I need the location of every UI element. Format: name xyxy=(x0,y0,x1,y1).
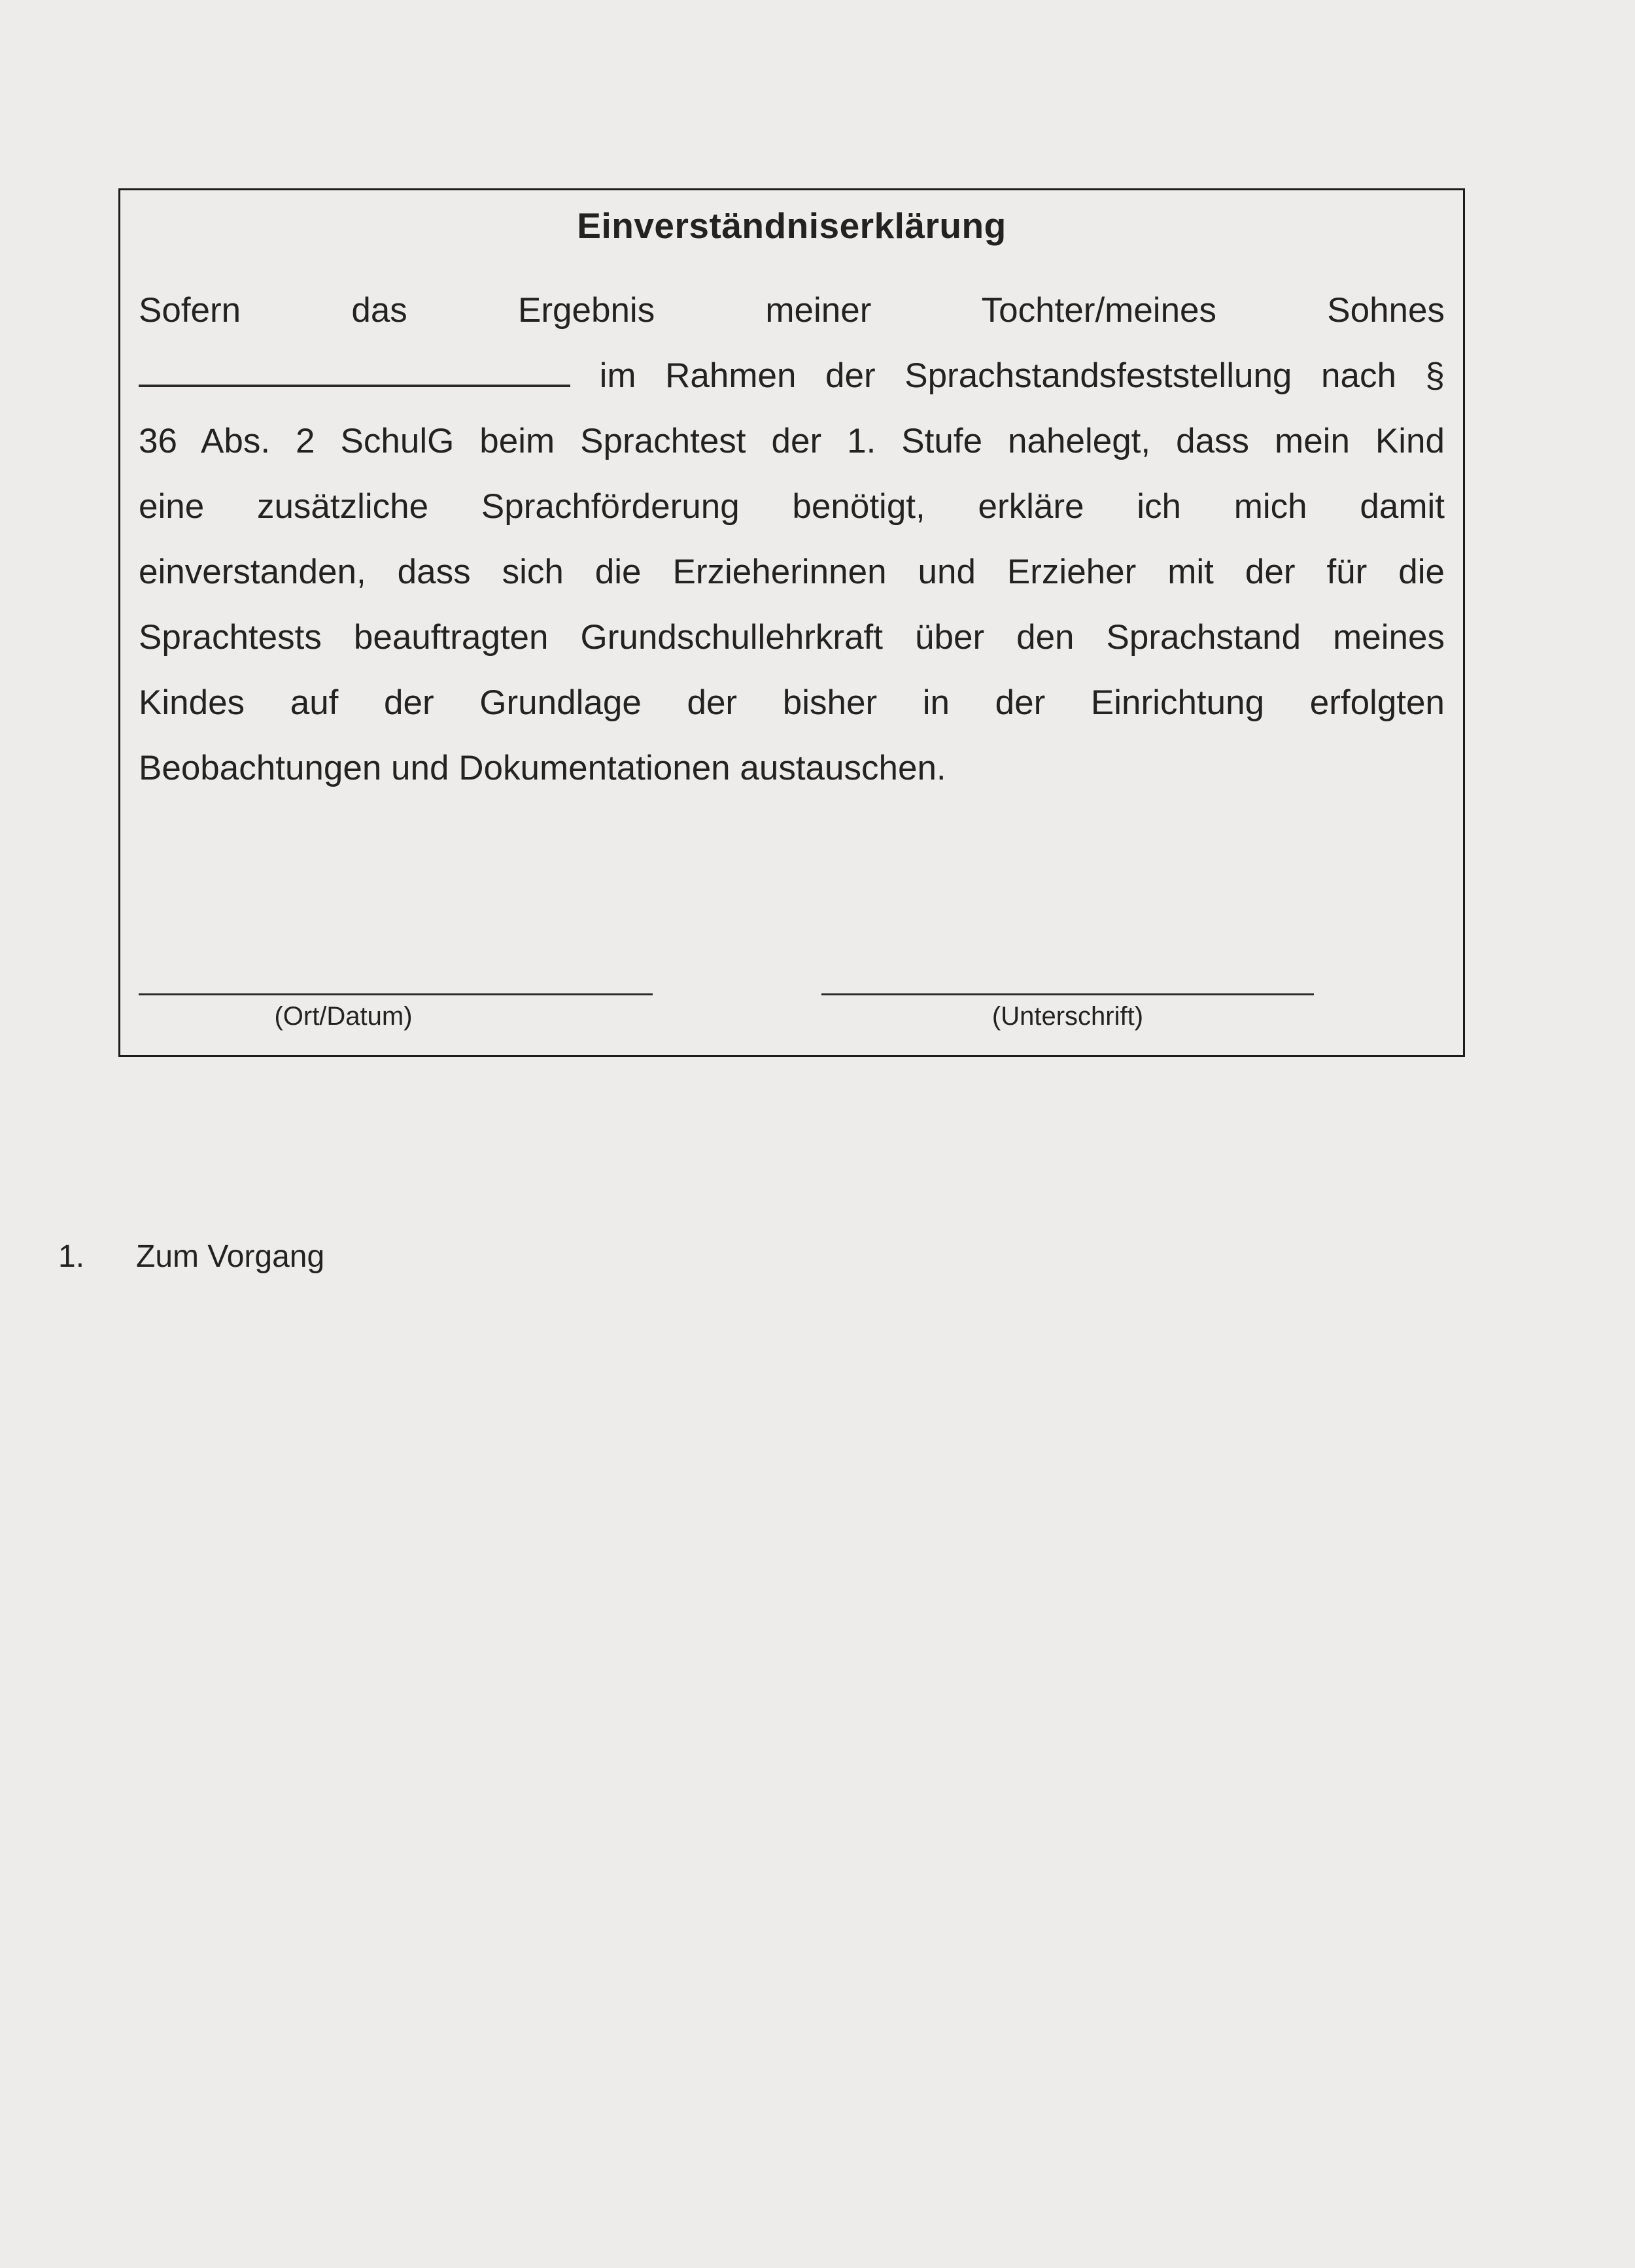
section-label: Zum Vorgang xyxy=(136,1239,325,1274)
body-line xyxy=(139,343,1445,409)
signature-block-ort-datum xyxy=(139,993,653,1032)
body-line: 36 Abs. 2 SchulG beim Sprachtest der 1. Stufe nahelegt, dass mein Kind xyxy=(139,422,1445,460)
body-line: Beobachtungen und Dokumentationen austauschen. xyxy=(139,749,946,787)
body-line: Sprachtests beauftragten Grundschullehrkraft über den Sprachstand meines xyxy=(139,618,1445,657)
section-number: 1. xyxy=(58,1239,85,1274)
body-line: eine zusätzliche Sprachförderung benötigt, erkläre ich mich damit xyxy=(139,487,1445,526)
unterschrift-label: (Unterschrift) xyxy=(991,1002,1144,1031)
numbered-section-heading xyxy=(58,1238,324,1276)
ort-datum-label: (Ort/Datum) xyxy=(274,1002,413,1031)
name-fill-in-blank xyxy=(139,347,570,387)
signature-row xyxy=(139,993,1445,1032)
consent-form-body xyxy=(139,278,1445,801)
signature-line-unterschrift xyxy=(821,993,1314,995)
body-line: einverstanden, dass sich die Erzieherinnen und Erzieher mit der für die xyxy=(139,553,1445,591)
signature-block-unterschrift xyxy=(821,993,1314,1032)
consent-form-title: Einverständniserklärung xyxy=(577,205,1007,246)
consent-form-box xyxy=(118,188,1465,1057)
body-line: Kindes auf der Grundlage der bisher in der Einrichtung erfolgten xyxy=(139,683,1445,722)
signature-line-ort-datum xyxy=(139,993,653,995)
body-line-text: im Rahmen der Sprachstandsfeststellung nach § xyxy=(599,356,1445,395)
body-line: Sofern das Ergebnis meiner Tochter/meines Sohnes xyxy=(139,291,1445,330)
